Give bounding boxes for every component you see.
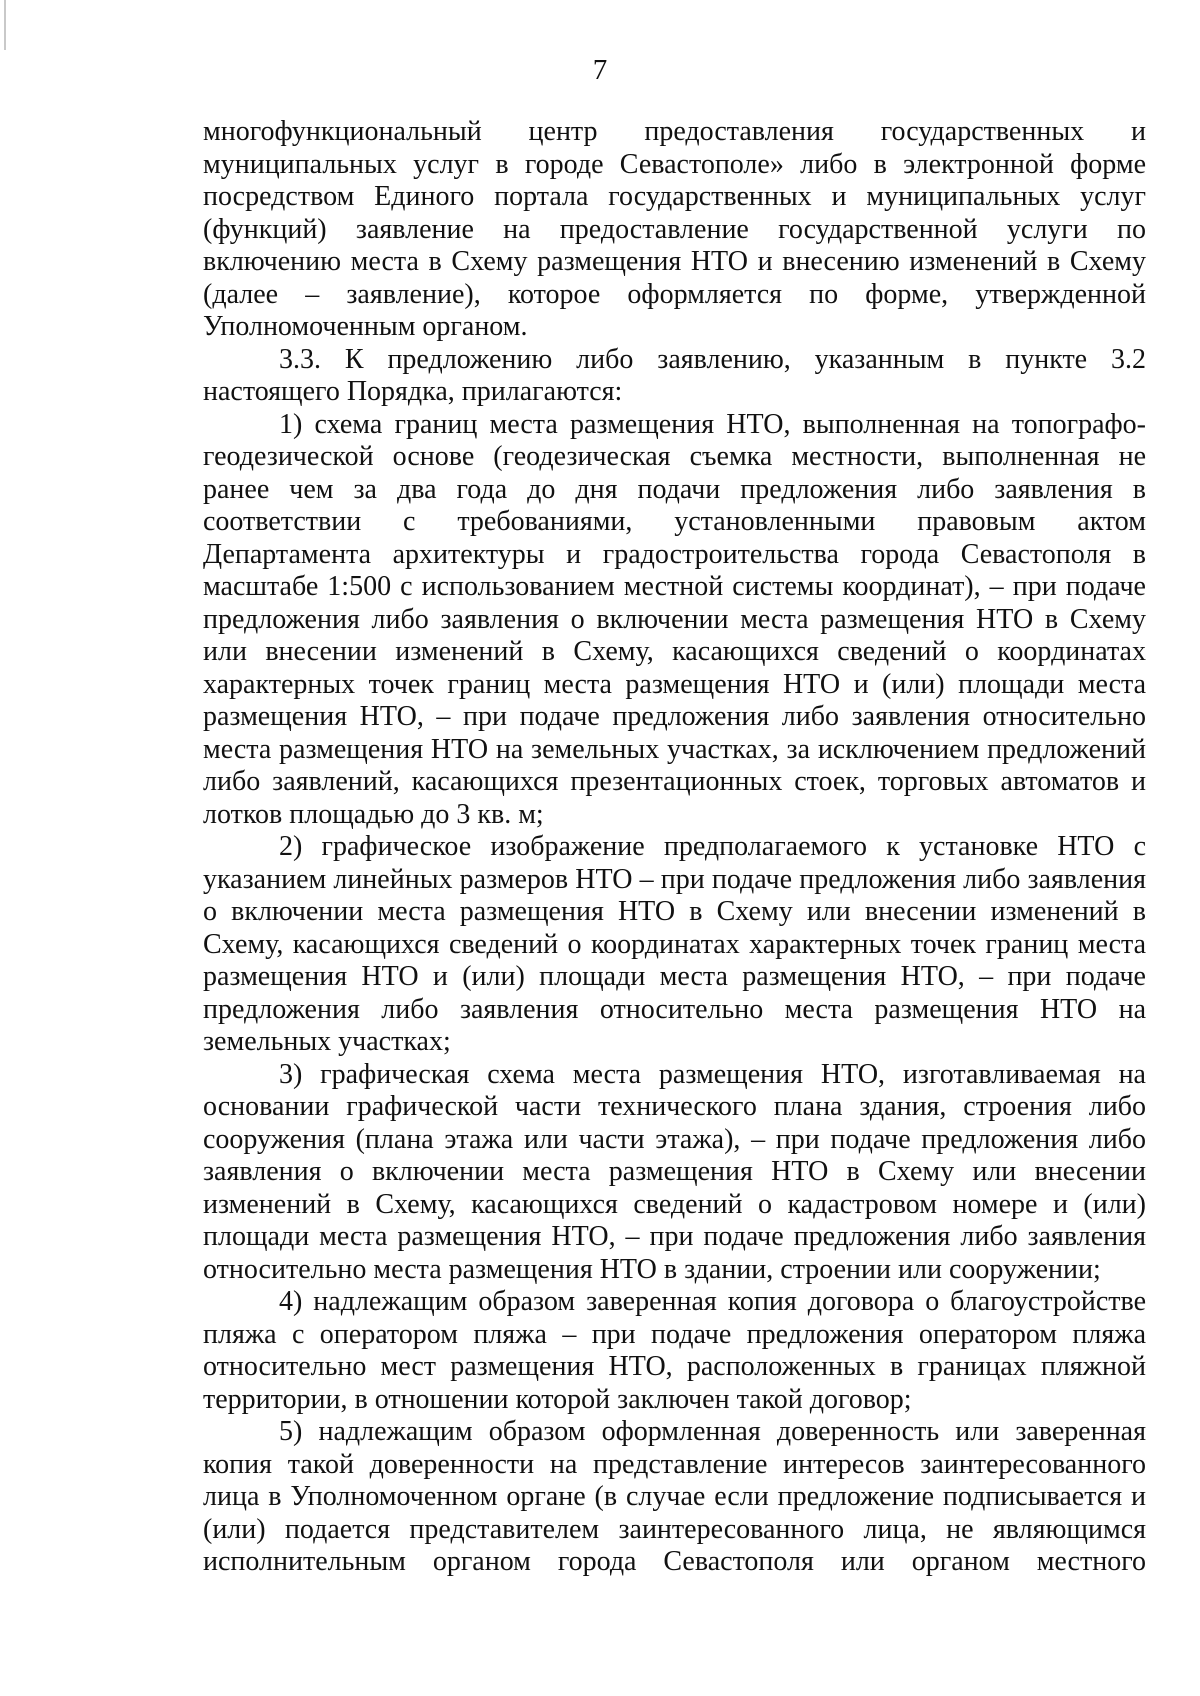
document-body bbox=[203, 116, 1146, 1579]
paragraph-item-2: 2) графическое изображение предполагаемого к установке НТО с указанием линейных размеров НТО – при подаче предложения либо заявления о включении места размещения НТО в Схему или внесении изменений в Схему, касающихся сведений о координатах характерных точек границ места размещения НТО и (или) площади места размещения НТО, – при подаче предложения либо заявления относительно места размещения НТО на земельных участках; bbox=[203, 831, 1146, 1057]
paragraph-item-5: 5) надлежащим образом оформленная доверенность или заверенная копия такой доверенности на представление интересов заинтересованного лица в Уполномоченном органе (в случае если предложение подписывается и (или) подается представителем заинтересованного лица, не являющимся исполнительным органом города Севастополя или органом местного bbox=[203, 1416, 1146, 1577]
paragraph-item-3: 3) графическая схема места размещения НТО, изготавливаемая на основании графической части технического плана здания, строения либо сооружения (плана этажа или части этажа), – при подаче предложения либо заявления о включении места размещения НТО в Схему или внесении изменений в Схему, касающихся сведений о кадастровом номере и (или) площади места размещения НТО, – при подаче предложения либо заявления относительно места размещения НТО в здании, строении или сооружении; bbox=[203, 1058, 1146, 1285]
scan-edge-mark bbox=[4, 0, 6, 50]
page-number: 7 bbox=[592, 54, 608, 86]
paragraph-continuation: многофункциональный центр предоставления государственных и муниципальных услуг в городе Севастополе» либо в электронной форме посредством Единого портала государственных и муниципальных услуг (функций) заявление на предоставление государственной услуги по включению места в Схему размещения НТО и внесению изменений в Схему (далее – заявление), которое оформляется по форме, утвержденной Уполномоченным органом. bbox=[203, 116, 1146, 342]
paragraph-item-1: 1) схема границ места размещения НТО, выполненная на топографо-геодезической основе (геодезическая съемка местности, выполненная не ранее чем за два года до дня подачи предложения либо заявления в соответствии с требованиями, установленными правовым актом Департамента архитектуры и градостроительства города Севастополя в масштабе 1:500 с использованием местной системы координат), – при подаче предложения либо заявления о включении места размещения НТО в Схему или внесении изменений в Схему, касающихся сведений о координатах характерных точек границ места размещения НТО и (или) площади места размещения НТО, – при подаче предложения либо заявления относительно места размещения НТО на земельных участках, за исключением предложений либо заявлений, касающихся презентационных стоек, торговых автоматов и лотков площадью до 3 кв. м; bbox=[203, 408, 1146, 830]
paragraph-clause-3-3: 3.3. К предложению либо заявлению, указанным в пункте 3.2 настоящего Порядка, прилагаются: bbox=[203, 343, 1146, 407]
paragraph-item-4: 4) надлежащим образом заверенная копия договора о благоустройстве пляжа с оператором пляжа – при подаче предложения оператором пляжа относительно мест размещения НТО, расположенных в границах пляжной территории, в отношении которой заключен такой договор; bbox=[203, 1286, 1146, 1415]
